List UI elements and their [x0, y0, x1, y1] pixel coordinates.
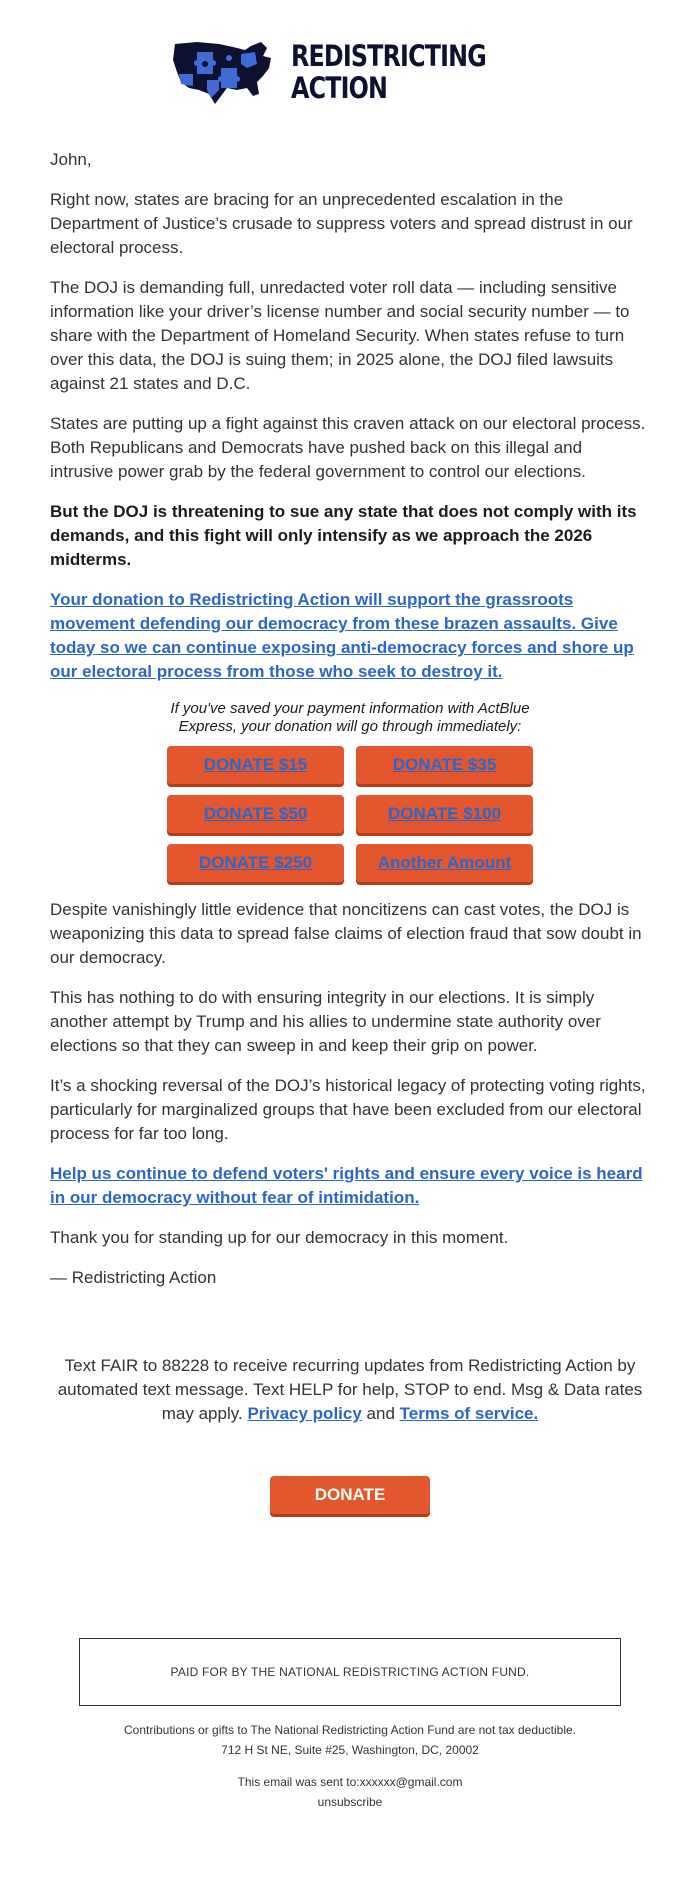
footer — [0, 1720, 700, 1812]
paragraph-3: States are putting up a fight against this craven attack on our electoral process. Both Republicans and Democrats have pushed back on this illegal and intrusive power grab by the federal government to control our elections. — [50, 414, 646, 481]
main-donate-wrapper — [270, 1476, 430, 1514]
paragraph-bold: But the DOJ is threatening to sue any state that does not comply with its demands, and this fight will only intensify as we approach the 2026 midterms. — [50, 502, 637, 569]
donate-35-button[interactable]: DONATE $35 — [356, 746, 533, 784]
unsubscribe-link[interactable]: unsubscribe — [317, 1795, 383, 1809]
email-body — [0, 148, 700, 1290]
donation-support-link[interactable]: Your donation to Redistricting Action will support the grassroots movement defending our democracy from these brazen assaults. Give today so we can continue exposing anti-democracy forces and shore up our electoral process from those who seek to destroy it. — [50, 590, 634, 681]
paid-for-box — [79, 1638, 621, 1706]
paragraph-1: Right now, states are bracing for an unprecedented escalation in the Department of Justice’s crusade to suppress voters and spread distrust in our electoral process. — [50, 190, 633, 257]
donate-250-button[interactable]: DONATE $250 — [167, 844, 344, 882]
donate-50-button[interactable]: DONATE $50 — [167, 795, 344, 833]
signoff: — Redistricting Action — [50, 1268, 217, 1287]
donate-100-button[interactable]: DONATE $100 — [356, 795, 533, 833]
defend-voters-link[interactable]: Help us continue to defend voters' rights and ensure every voice is heard in our democracy without fear of intimidation. — [50, 1164, 643, 1207]
paragraph-6: This has nothing to do with ensuring integrity in our elections. It is simply another attempt by Trump and his allies to undermine state authority over elections so that they can sweep in and keep their grip on power. — [50, 988, 601, 1055]
sms-text: Text FAIR to 88228 to receive recurring updates from Redistricting Action by automated text message. Text HELP for help, STOP to end. Msg & Data rates may apply. — [57, 1356, 643, 1423]
donate-button-grid — [167, 746, 533, 882]
paragraph-5: Despite vanishingly little evidence that noncitizens can cast votes, the DOJ is weaponizing this data to spread false claims of election fraud that sow doubt in our democracy. — [50, 900, 642, 967]
donate-15-button[interactable]: DONATE $15 — [167, 746, 344, 784]
brand-name-line1: REDISTRICTING — [291, 39, 487, 73]
sms-and: and — [366, 1404, 395, 1423]
paragraph-2: The DOJ is demanding full, unredacted voter roll data — including sensitive information like your driver’s license number and social security number — to share with the Department of Homeland Security. When states refuse to turn over this data, the DOJ is suing them; in 2025 alone, the DOJ filed lawsuits against 21 states and D.C. — [50, 278, 630, 393]
brand-name-line2: ACTION — [291, 71, 388, 105]
mailing-address: 712 H St NE, Suite #25, Washington, DC, 20002 — [221, 1743, 479, 1757]
thank-you: Thank you for standing up for our democracy in this moment. — [50, 1228, 509, 1247]
greeting: John, — [50, 150, 92, 169]
actblue-express-note: If you've saved your payment information with ActBlue Express, your donation will go through immediately: — [170, 700, 530, 735]
sms-optin-notice — [50, 1354, 650, 1426]
paid-for-text: PAID FOR BY THE NATIONAL REDISTRICTING ACTION FUND. — [170, 1665, 530, 1679]
tax-disclaimer: Contributions or gifts to The National Redistricting Action Fund are not tax deductible. — [123, 1723, 577, 1737]
brand-logo[interactable] — [0, 0, 700, 106]
brand-name — [291, 40, 486, 104]
sent-to-notice: This email was sent to:xxxxxx@gmail.com — [237, 1775, 463, 1789]
privacy-policy-link[interactable]: Privacy policy — [247, 1404, 362, 1423]
donate-button[interactable]: DONATE — [270, 1476, 430, 1514]
us-map-puzzle-icon — [171, 38, 283, 106]
terms-of-service-link[interactable]: Terms of service. — [399, 1404, 539, 1423]
donate-other-amount-button[interactable]: Another Amount — [356, 844, 533, 882]
paragraph-7: It’s a shocking reversal of the DOJ’s historical legacy of protecting voting rights, particularly for marginalized groups that have been excluded from our electoral process for far too long. — [50, 1076, 646, 1143]
